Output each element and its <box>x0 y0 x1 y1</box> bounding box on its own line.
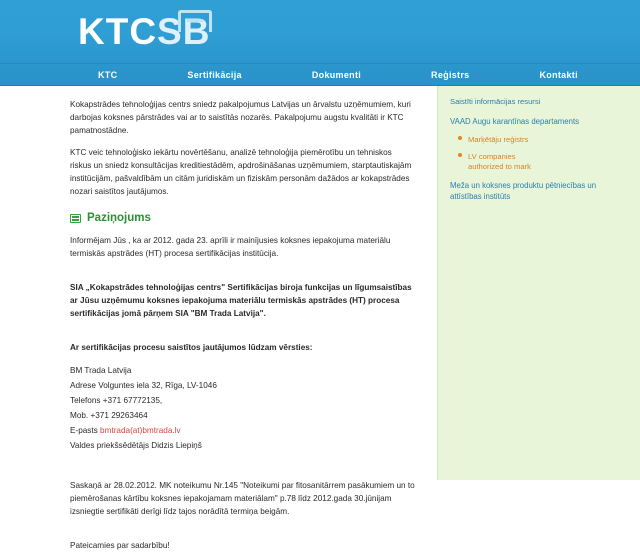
page-body <box>0 86 640 550</box>
note-icon <box>70 214 81 223</box>
notice-paragraph-2: SIA „Kokapstrādes tehnoloģijas centrs" Sertifikācijas biroja funkcijas un līgumsaistības ar Jūsu uzņēmumu koksnes iepakojuma materiālu termiskās apstrādes (HT) procesa sertifikācijas jomā pārņem SIA "BM Trada Latvija". <box>70 283 412 318</box>
logo-sub-text: SB <box>157 11 211 52</box>
sidebar-title: Saistīti informācijas resursi <box>450 97 541 106</box>
spacer <box>70 329 415 341</box>
regulation-paragraph: Saskaņā ar 28.02.2012. MK noteikumu Nr.145 "Noteikumi par fitosanitārrem pasākumiem un to piemērošanas kārtību koksnes iepakojamam materiālam" p.78 līdz 2012.gada 30.jūnijam izsniegtie sertifikāti derīgi līdz tajos norādītā termiņa beigām. <box>70 481 415 516</box>
intro-paragraph-2: KTC veic tehnoloģisko iekārtu novērtēšanu, analizē tehnoloģija piemērotību un tehniskos riskus un sniedz konsultācijas kreditiestādēm, apdrošināšanas uzņēmumiem, starptautiskajām institūcijām, pašvaldībām un citām juridiskām un fiziskām personām dažādos ar kokapstrādes nozari saistītos jautājumos. <box>70 148 412 196</box>
sidebar-link-vaad[interactable]: VAAD Augu karantīnas departaments <box>450 117 580 126</box>
nav-item-sertifikacija[interactable]: Sertifikācija <box>187 69 242 80</box>
sidebar-sublink-markers-registry[interactable]: Marķētāju reģistrs <box>468 135 529 144</box>
logo-main-text: KTC <box>78 11 158 52</box>
notice-paragraph-1: Informējam Jūs , ka ar 2012. gada 23. aprīli ir mainījusies koksnes iepakojuma materiālu termiskās apstrādes (HT) procesa sertifikācijas institūcija. <box>70 236 391 258</box>
notice-title: Paziņojums <box>87 212 151 224</box>
intro-paragraph-1: Kokapstrādes tehnoloģijas centrs sniedz pakalpojumus Latvijas un ārvalstu uzņēmumiem, kuri darbojas koksnes pārstrādes vai ar to saistītās nozarēs. Pakalpojumu augstu kvalitāti ir KTC pamatnostādne. <box>70 100 411 135</box>
notice-header <box>70 212 415 224</box>
main-content <box>0 86 437 550</box>
list-item <box>468 133 628 145</box>
notice-paragraph-3: Ar sertifikācijas procesu saistītos jautājumos lūdzam vērsties: <box>70 343 313 352</box>
spacer <box>70 527 415 539</box>
main-navigation <box>0 64 640 86</box>
site-header <box>0 0 640 64</box>
sidebar-sublist <box>450 133 628 172</box>
sidebar-sublink-lv-companies-line2: authorized to mark <box>468 162 531 171</box>
nav-item-registrs[interactable]: Reģistrs <box>431 69 470 80</box>
nav-item-dokumenti[interactable]: Dokumenti <box>311 69 362 80</box>
contact-email-row <box>70 423 415 438</box>
sidebar-link-forest-institute[interactable]: Meža un koksnes produktu pētniecības un attīstības institūts <box>450 181 597 201</box>
nav-item-ktc[interactable]: KTC <box>98 69 118 80</box>
email-link[interactable]: bmtrada(at)bmtrada.lv <box>100 426 181 435</box>
sidebar <box>437 86 640 480</box>
contact-board: Valdes priekšsēdētājs Didzis Liepiņš <box>70 441 202 450</box>
spacer <box>70 269 415 281</box>
list-item <box>468 150 628 172</box>
contact-phone: Telefons +371 67772135, <box>70 396 163 405</box>
nav-item-kontakti[interactable]: Kontakti <box>539 69 578 80</box>
email-label: E-pasts <box>70 426 98 435</box>
contact-address: Adrese Volguntes iela 32, Rīga, LV-1046 <box>70 381 217 390</box>
contact-mobile: Mob. +371 29263464 <box>70 411 148 420</box>
closing-paragraph: Pateicamies par sadarbību! <box>70 541 170 550</box>
spacer <box>70 453 415 479</box>
ktcsb-logo-mark-icon <box>178 10 212 32</box>
contact-company: BM Trada Latvija <box>70 366 132 375</box>
sidebar-sublink-lv-companies[interactable]: LV companies <box>468 152 516 161</box>
